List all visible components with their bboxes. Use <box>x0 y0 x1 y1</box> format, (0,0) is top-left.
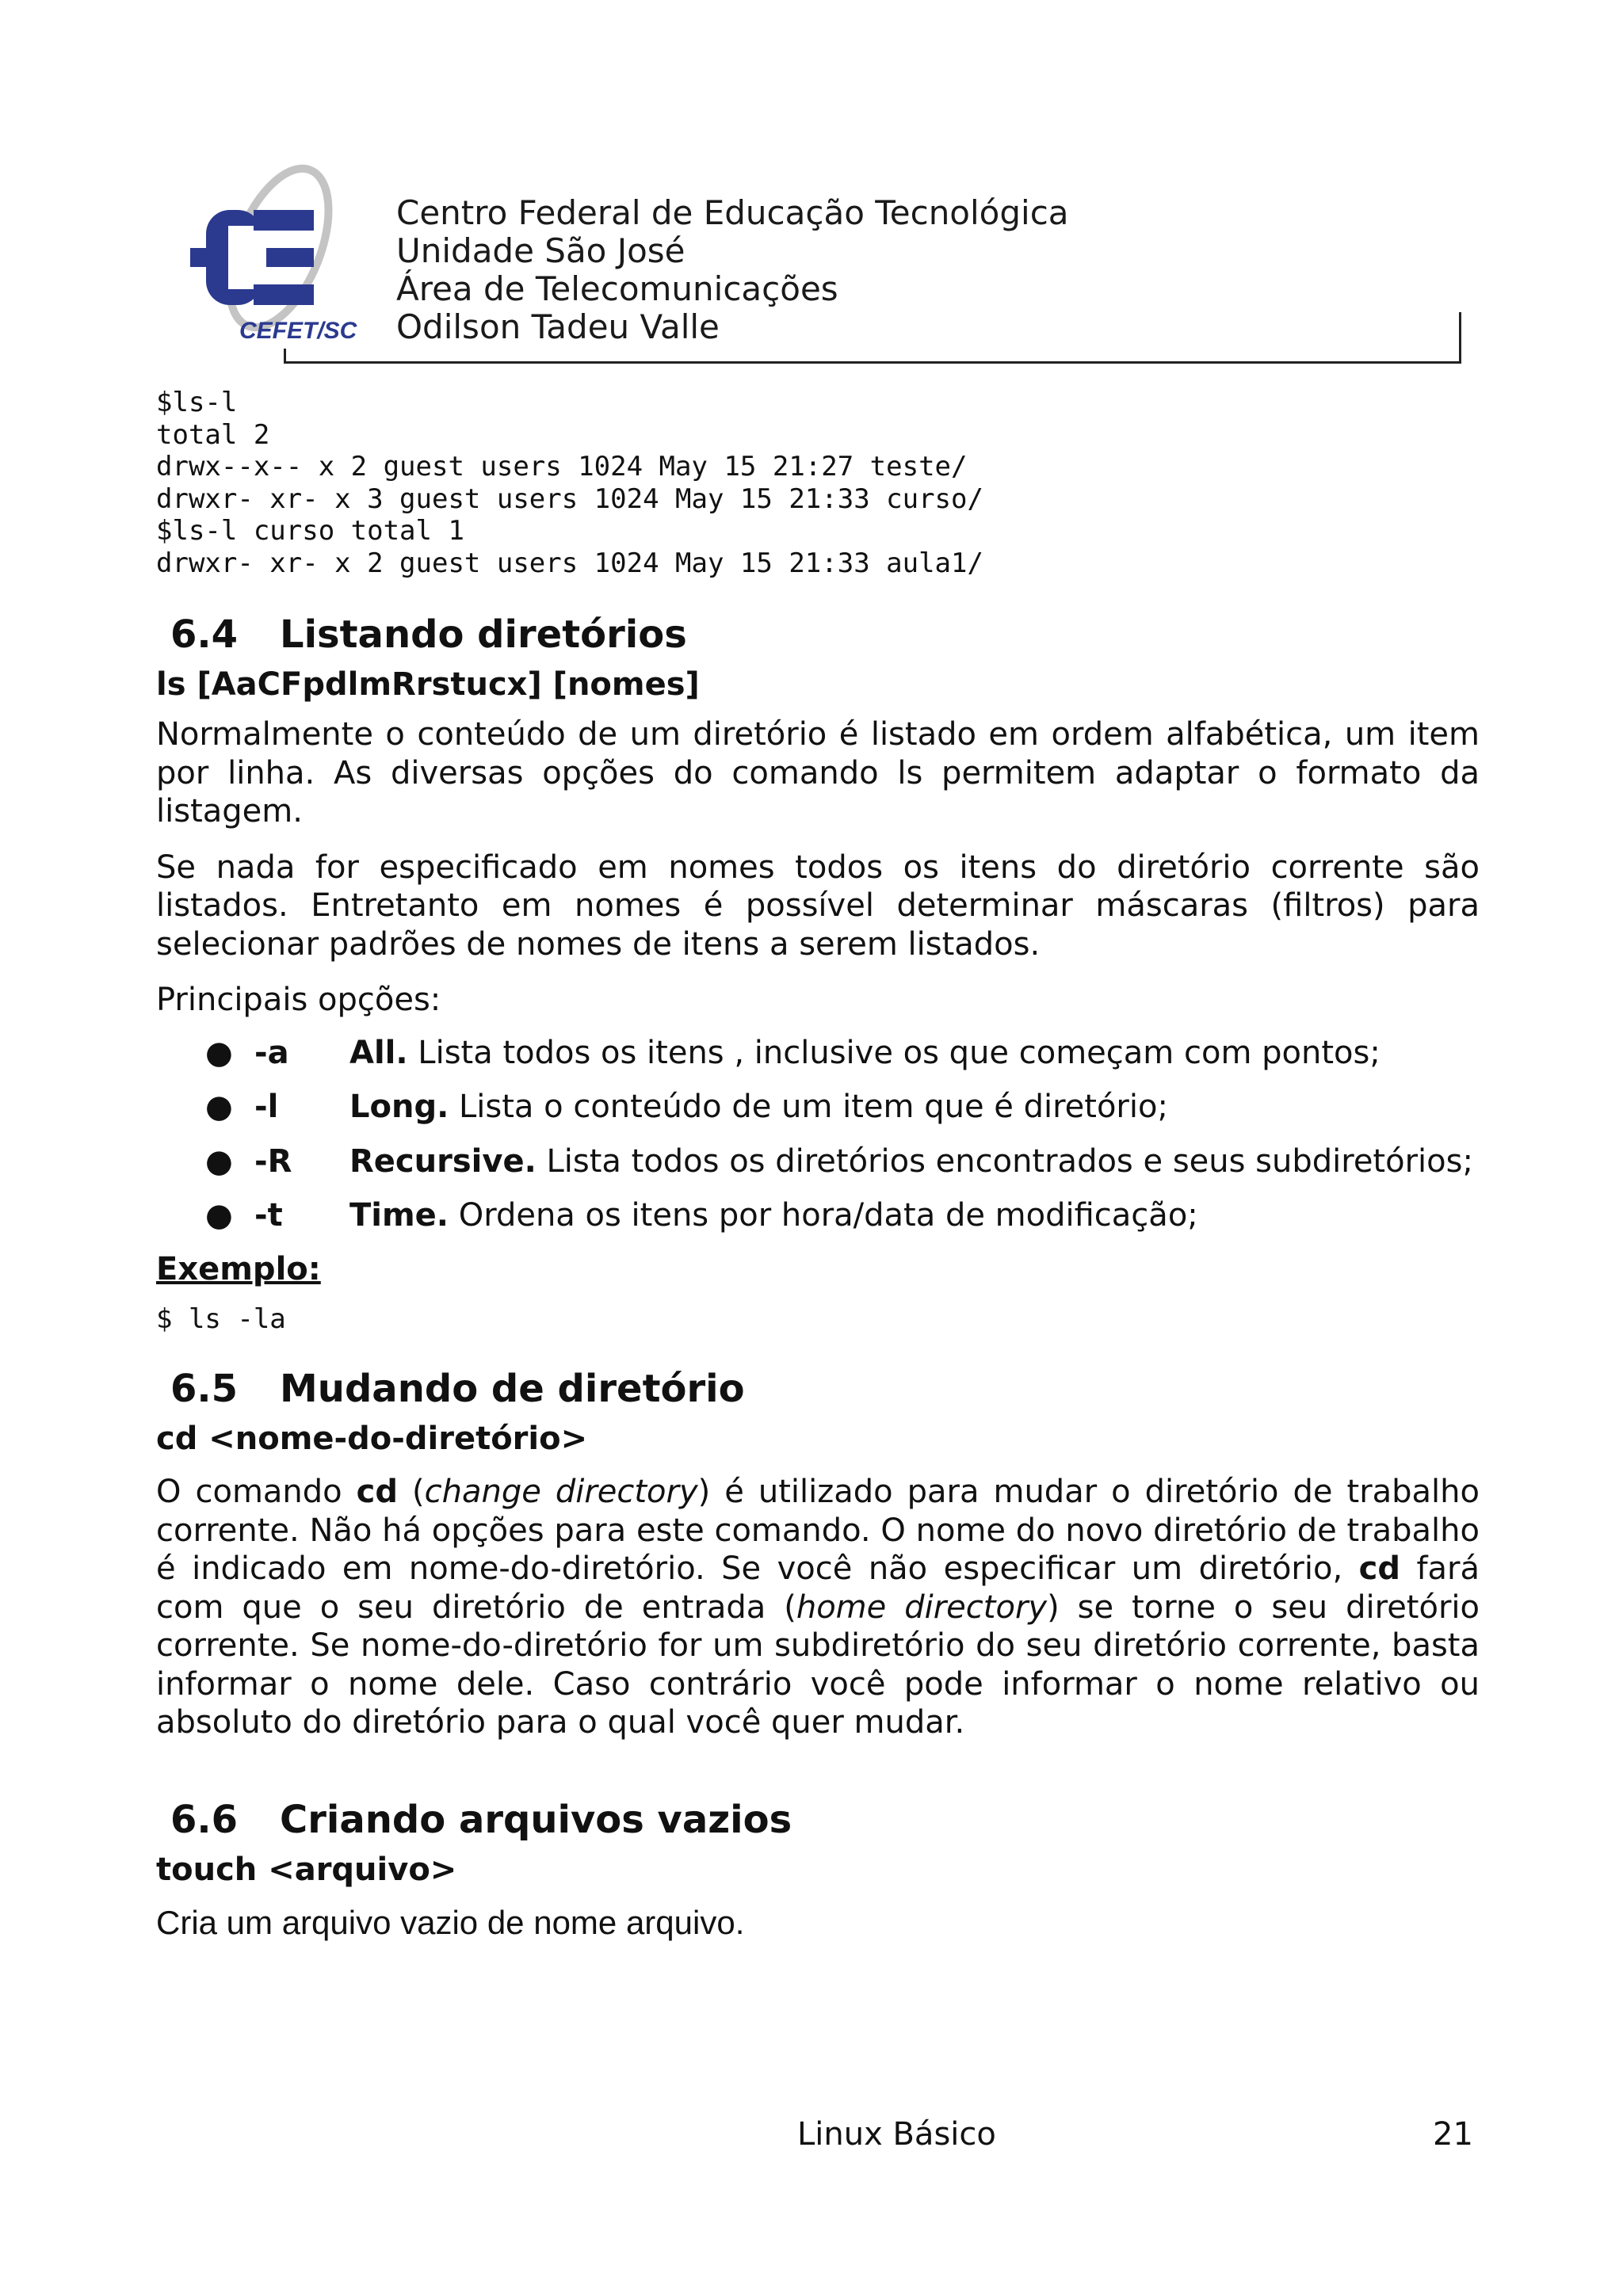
section-title: Listando diretórios <box>280 612 687 657</box>
paragraph: Normalmente o conteúdo de um diretório é listado em ordem alfabética, um item por linha. As diversas opções do comando ls permitem adaptar o formato da listagem. <box>156 716 1480 830</box>
header-line-1: Centro Federal de Educação Tecnológica <box>396 193 1069 232</box>
code-line: drwx--x-- x 2 guest users 1024 May 15 21:27 teste/ <box>156 451 968 482</box>
code-line: drwxr- xr- x 2 guest users 1024 May 15 21:33 aula1/ <box>156 547 983 579</box>
option-name: Time. <box>349 1197 449 1234</box>
bullet: ● <box>205 1197 233 1234</box>
section-number: 6.6 <box>170 1797 239 1842</box>
logo-text: CEFET/SC <box>239 318 357 344</box>
option-desc: Ordena os itens por hora/data de modificação; <box>449 1197 1198 1234</box>
command-name: cd <box>356 1474 398 1510</box>
cefet-logo <box>190 162 380 353</box>
section-title: Mudando de diretório <box>280 1367 745 1411</box>
italic-term: home directory <box>796 1589 1048 1626</box>
section-title: Criando arquivos vazios <box>280 1797 792 1842</box>
section-number: 6.5 <box>170 1367 239 1411</box>
header-line-4: Odilson Tadeu Valle <box>396 307 720 346</box>
section-heading-6-6 <box>156 1796 1480 1844</box>
italic-term: change directory <box>424 1474 698 1510</box>
header-line-3: Área de Telecomunicações <box>396 269 838 308</box>
section-heading-6-5 <box>156 1365 1480 1413</box>
main-content <box>156 387 1480 1942</box>
option-flag: -t <box>254 1197 283 1234</box>
text: fará com que o seu diretório de entrada ( <box>156 1550 1480 1626</box>
header-rule <box>284 361 1461 364</box>
option-flag: -R <box>254 1142 292 1180</box>
header-institution <box>396 194 1069 346</box>
options-list <box>156 1034 1480 1235</box>
command-synopsis: touch <arquivo> <box>156 1851 457 1888</box>
command-synopsis: cd <nome-do-diretório> <box>156 1421 588 1457</box>
code-line: drwxr- xr- x 3 guest users 1024 May 15 21:33 curso/ <box>156 482 983 515</box>
paragraph: Se nada for especificado em nomes todos os itens do diretório corrente são listados. Entretanto em nomes é possível determinar máscaras (filtros) para selecionar padrões de nomes de itens a serem listados. <box>156 849 1480 963</box>
text: O comando <box>156 1474 357 1510</box>
code-example: $ ls -la <box>156 1302 286 1335</box>
bullet: ● <box>205 1142 233 1180</box>
bullet: ● <box>205 1089 233 1125</box>
example-label: Exemplo: <box>156 1250 321 1287</box>
section-heading-6-4 <box>156 611 1480 658</box>
option-desc: Lista todos os itens , inclusive os que começam com pontos; <box>407 1034 1381 1071</box>
header-rule-right <box>1459 312 1461 364</box>
option-flag: -a <box>254 1034 289 1071</box>
command-name: cd <box>1358 1550 1400 1587</box>
list-item <box>156 1034 1480 1073</box>
command-synopsis: ls [AaCFpdlmRrstucx] [nomes] <box>156 666 700 703</box>
list-item <box>156 1088 1480 1127</box>
header-line-2: Unidade São José <box>396 231 685 270</box>
code-line: total 2 <box>156 418 270 451</box>
option-desc: Lista o conteúdo de um item que é diretório; <box>449 1089 1168 1125</box>
option-desc: Lista todos os diretórios encontrados e seus subdiretórios; <box>536 1142 1473 1180</box>
option-name: Recursive. <box>349 1142 537 1180</box>
section-number: 6.4 <box>170 612 239 657</box>
code-line: $ls-l <box>156 387 238 418</box>
bullet: ● <box>205 1034 233 1071</box>
option-name: Long. <box>349 1089 449 1125</box>
paragraph-cd <box>156 1473 1480 1742</box>
page-number: 21 <box>1433 2116 1473 2153</box>
paragraph: Principais opções: <box>156 982 441 1018</box>
text: ) se torne o seu diretório corrente. Se nome-do-diretório for um subdiretório do seu diretório corrente, basta informar o nome dele. Caso contrário você pode informar o nome relativo ou absoluto do diretório para o qual você quer mudar. <box>156 1589 1480 1741</box>
code-block-ls <box>156 387 1480 579</box>
option-name: All. <box>349 1034 408 1071</box>
list-item <box>156 1196 1480 1235</box>
footer-title: Linux Básico <box>797 2116 996 2153</box>
code-line: $ls-l curso total 1 <box>156 515 464 547</box>
header-rule-left <box>284 349 286 364</box>
option-flag: -l <box>254 1089 279 1125</box>
paragraph: Cria um arquivo vazio de nome arquivo. <box>156 1903 745 1941</box>
list-item <box>156 1142 1480 1181</box>
text: ( <box>398 1474 425 1510</box>
text: ) é utilizado para mudar o diretório de trabalho corrente. Não há opções para este comando. O nome do novo diretório de trabalho é indicado em nome-do-diretório. Se você não especificar um diretório, <box>156 1474 1480 1587</box>
